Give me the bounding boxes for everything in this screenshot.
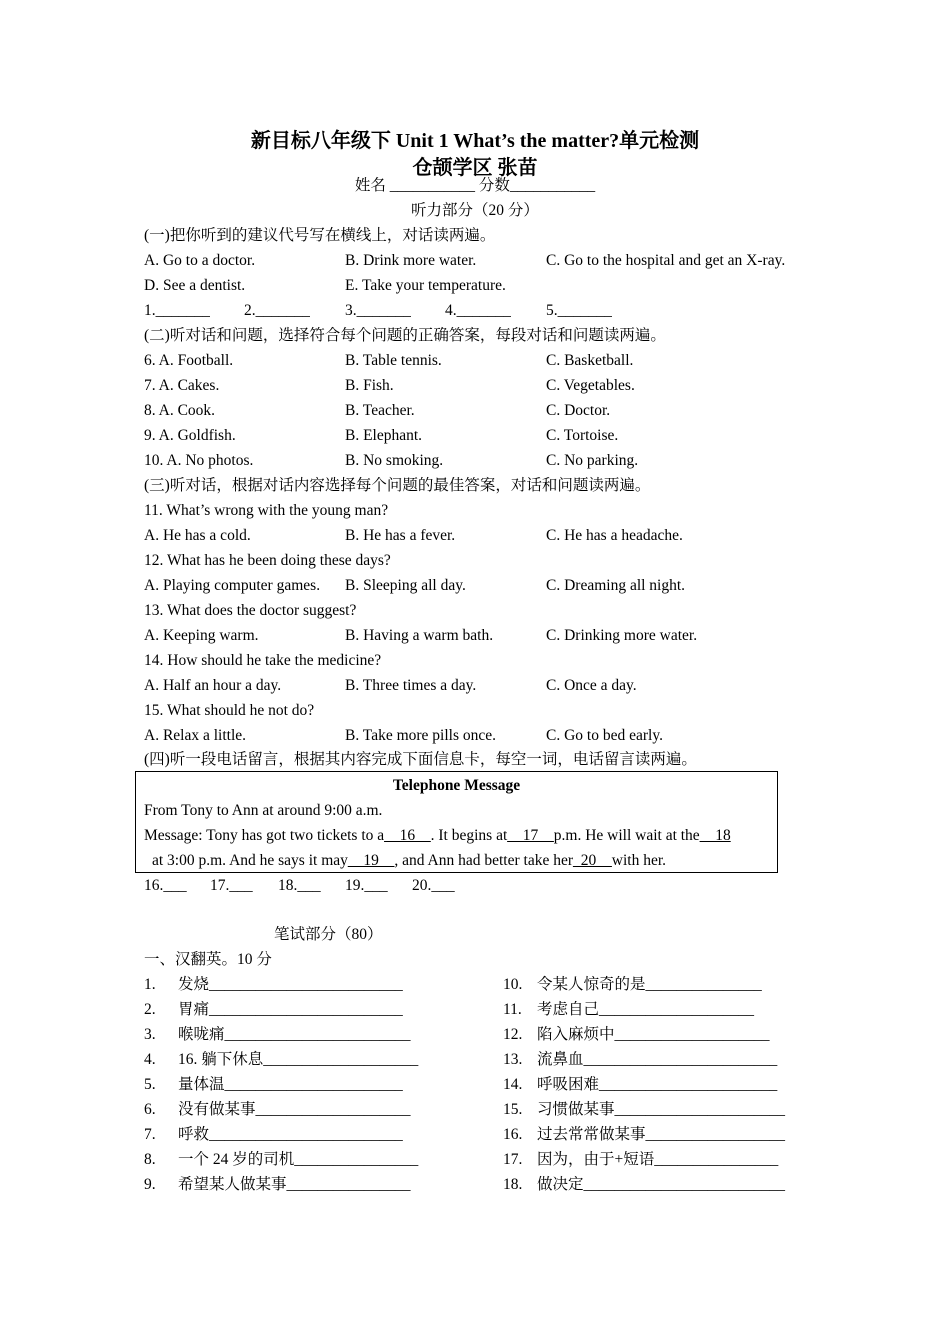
question-text: 15. What should he not do? xyxy=(144,702,315,719)
vocab-row xyxy=(144,1150,824,1170)
option-a: A. Go to a doctor. xyxy=(144,252,256,269)
option-b: B. Fish. xyxy=(345,377,394,394)
option-b: B. Drink more water. xyxy=(345,252,477,269)
message-text: . It begins at xyxy=(430,827,508,844)
answer-blank: 19.___ xyxy=(345,877,388,894)
question-options xyxy=(144,726,824,746)
section1-heading: 一、汉翻英。10 分 xyxy=(144,951,272,968)
option-b: B. He has a fever. xyxy=(345,527,456,544)
item-text: 没有做某事____________________ xyxy=(178,1101,411,1118)
item-number: 3. xyxy=(144,1026,156,1043)
question-row xyxy=(144,426,824,446)
written-heading: 笔试部分（80） xyxy=(274,926,383,943)
option-b: B. Table tennis. xyxy=(345,352,442,369)
answer-blank: 20.___ xyxy=(412,877,455,894)
item-number: 6. xyxy=(144,1101,156,1118)
item-number: 17. xyxy=(503,1151,523,1168)
vocab-row xyxy=(144,975,824,995)
item-text: 一个 24 岁的司机________________ xyxy=(178,1151,419,1168)
option-b: B. Teacher. xyxy=(345,402,415,419)
option-c: C. He has a headache. xyxy=(546,527,683,544)
answer-blank: 17.___ xyxy=(210,877,253,894)
option-a: 9. A. Goldfish. xyxy=(144,427,236,444)
item-text: 呼吸困难_______________________ xyxy=(537,1076,778,1093)
vocab-row xyxy=(144,1000,824,1020)
option-b: B. Elephant. xyxy=(345,427,423,444)
blank-17: __17__ xyxy=(507,827,554,844)
name-score-line: 姓名 ___________ 分数___________ xyxy=(354,177,596,194)
part2-instruction: (二)听对话和问题，选择符合每个问题的正确答案，每段对话和问题读两遍。 xyxy=(144,327,666,344)
item-number: 15. xyxy=(503,1101,523,1118)
box-title: Telephone Message xyxy=(392,777,521,794)
item-text: 16. 躺下休息____________________ xyxy=(178,1051,419,1068)
item-number: 12. xyxy=(503,1026,523,1043)
answer-blank: 2._______ xyxy=(244,302,310,319)
item-text: 希望某人做某事________________ xyxy=(178,1176,411,1193)
message-text: at 3:00 p.m. And he says it may xyxy=(152,852,348,869)
item-number: 8. xyxy=(144,1151,156,1168)
answer-blank: 1._______ xyxy=(144,302,210,319)
part1-instruction: (一)把你听到的建议代号写在横线上，对话读两遍。 xyxy=(144,227,496,244)
part1-options-row xyxy=(144,276,824,296)
question-text: 12. What has he been doing these days? xyxy=(144,552,391,569)
question-options xyxy=(144,576,824,596)
message-text: , and Ann had better take her xyxy=(394,852,574,869)
option-a: 8. A. Cook. xyxy=(144,402,216,419)
item-number: 4. xyxy=(144,1051,156,1068)
item-number: 1. xyxy=(144,976,156,993)
listening-heading: 听力部分（20 分） xyxy=(411,202,539,219)
option-c: C. Once a day. xyxy=(546,677,637,694)
answer-blank: 5._______ xyxy=(546,302,612,319)
option-b: B. No smoking. xyxy=(345,452,444,469)
question-options xyxy=(144,526,824,546)
option-c: C. Basketball. xyxy=(546,352,634,369)
message-line-2 xyxy=(152,851,666,871)
option-b: B. Three times a day. xyxy=(345,677,477,694)
item-text: 呼救_________________________ xyxy=(178,1126,403,1143)
item-number: 2. xyxy=(144,1001,156,1018)
option-c: C. No parking. xyxy=(546,452,639,469)
option-c: C. Go to bed early. xyxy=(546,727,663,744)
question-text: 14. How should he take the medicine? xyxy=(144,652,382,669)
from-line: From Tony to Ann at around 9:00 a.m. xyxy=(144,802,383,819)
item-number: 18. xyxy=(503,1176,523,1193)
item-text: 陷入麻烦中____________________ xyxy=(537,1026,770,1043)
item-text: 习惯做某事______________________ xyxy=(537,1101,786,1118)
option-a: A. Half an hour a day. xyxy=(144,677,282,694)
item-text: 考虑自己____________________ xyxy=(537,1001,755,1018)
option-a: 6. A. Football. xyxy=(144,352,234,369)
blank-20: _20__ xyxy=(573,852,612,869)
part1-answer-blanks xyxy=(144,301,824,321)
item-text: 做决定__________________________ xyxy=(537,1176,786,1193)
answer-blank: 16.___ xyxy=(144,877,187,894)
item-number: 16. xyxy=(503,1126,523,1143)
answer-blank: 18.___ xyxy=(278,877,321,894)
option-a: A. Relax a little. xyxy=(144,727,247,744)
option-a: A. He has a cold. xyxy=(144,527,251,544)
vocab-row xyxy=(144,1175,824,1195)
option-b: B. Take more pills once. xyxy=(345,727,497,744)
item-number: 11. xyxy=(503,1001,522,1018)
message-line-1 xyxy=(144,826,731,846)
message-text: p.m. He will wait at the xyxy=(553,827,700,844)
item-text: 过去常常做某事__________________ xyxy=(537,1126,786,1143)
question-row xyxy=(144,401,824,421)
item-number: 13. xyxy=(503,1051,523,1068)
vocab-row xyxy=(144,1050,824,1070)
author-line: 仓颉学区 张苗 xyxy=(412,157,538,179)
item-text: 发烧_________________________ xyxy=(178,976,403,993)
option-b: B. Sleeping all day. xyxy=(345,577,466,594)
part3-instruction: (三)听对话，根据对话内容选择每个问题的最佳答案，对话和问题读两遍。 xyxy=(144,477,651,494)
option-d: D. See a dentist. xyxy=(144,277,246,294)
vocab-row xyxy=(144,1100,824,1120)
vocab-row xyxy=(144,1025,824,1045)
message-text: with her. xyxy=(611,852,667,869)
question-options xyxy=(144,676,824,696)
option-a: 10. A. No photos. xyxy=(144,452,254,469)
item-number: 10. xyxy=(503,976,523,993)
option-b: B. Having a warm bath. xyxy=(345,627,494,644)
telephone-message-box xyxy=(135,771,778,873)
option-a: A. Playing computer games. xyxy=(144,577,321,594)
question-row xyxy=(144,376,824,396)
option-e: E. Take your temperature. xyxy=(345,277,506,294)
item-number: 14. xyxy=(503,1076,523,1093)
item-number: 7. xyxy=(144,1126,156,1143)
question-row xyxy=(144,351,824,371)
item-number: 9. xyxy=(144,1176,156,1193)
part4-instruction: (四)听一段电话留言，根据其内容完成下面信息卡，每空一词，电话留言读两遍。 xyxy=(144,751,697,768)
part4-answer-blanks xyxy=(144,876,824,896)
item-text: 喉咙痛________________________ xyxy=(178,1026,411,1043)
option-a: 7. A. Cakes. xyxy=(144,377,220,394)
item-text: 因为，由于+短语________________ xyxy=(537,1151,779,1168)
option-c: C. Go to the hospital and get an X-ray. xyxy=(546,252,786,269)
question-text: 13. What does the doctor suggest? xyxy=(144,602,357,619)
blank-16: __16__ xyxy=(384,827,431,844)
option-c: C. Tortoise. xyxy=(546,427,619,444)
message-text: Message: Tony has got two tickets to a xyxy=(144,827,385,844)
option-c: C. Dreaming all night. xyxy=(546,577,686,594)
vocab-row xyxy=(144,1075,824,1095)
item-text: 流鼻血_________________________ xyxy=(537,1051,778,1068)
blank-18: __18 xyxy=(699,827,731,844)
option-c: C. Drinking more water. xyxy=(546,627,698,644)
item-text: 量体温_______________________ xyxy=(178,1076,403,1093)
worksheet-title: 新目标八年级下 Unit 1 What’s the matter?单元检测 xyxy=(250,130,700,152)
vocab-row xyxy=(144,1125,824,1145)
option-c: C. Vegetables. xyxy=(546,377,635,394)
question-row xyxy=(144,451,824,471)
answer-blank: 4._______ xyxy=(445,302,511,319)
question-options xyxy=(144,626,824,646)
item-text: 令某人惊奇的是_______________ xyxy=(537,976,762,993)
answer-blank: 3._______ xyxy=(345,302,411,319)
option-a: A. Keeping warm. xyxy=(144,627,259,644)
item-text: 胃痛_________________________ xyxy=(178,1001,403,1018)
blank-19: __19__ xyxy=(347,852,395,869)
question-text: 11. What’s wrong with the young man? xyxy=(144,502,389,519)
part1-options-row xyxy=(144,251,824,271)
item-number: 5. xyxy=(144,1076,156,1093)
option-c: C. Doctor. xyxy=(546,402,611,419)
